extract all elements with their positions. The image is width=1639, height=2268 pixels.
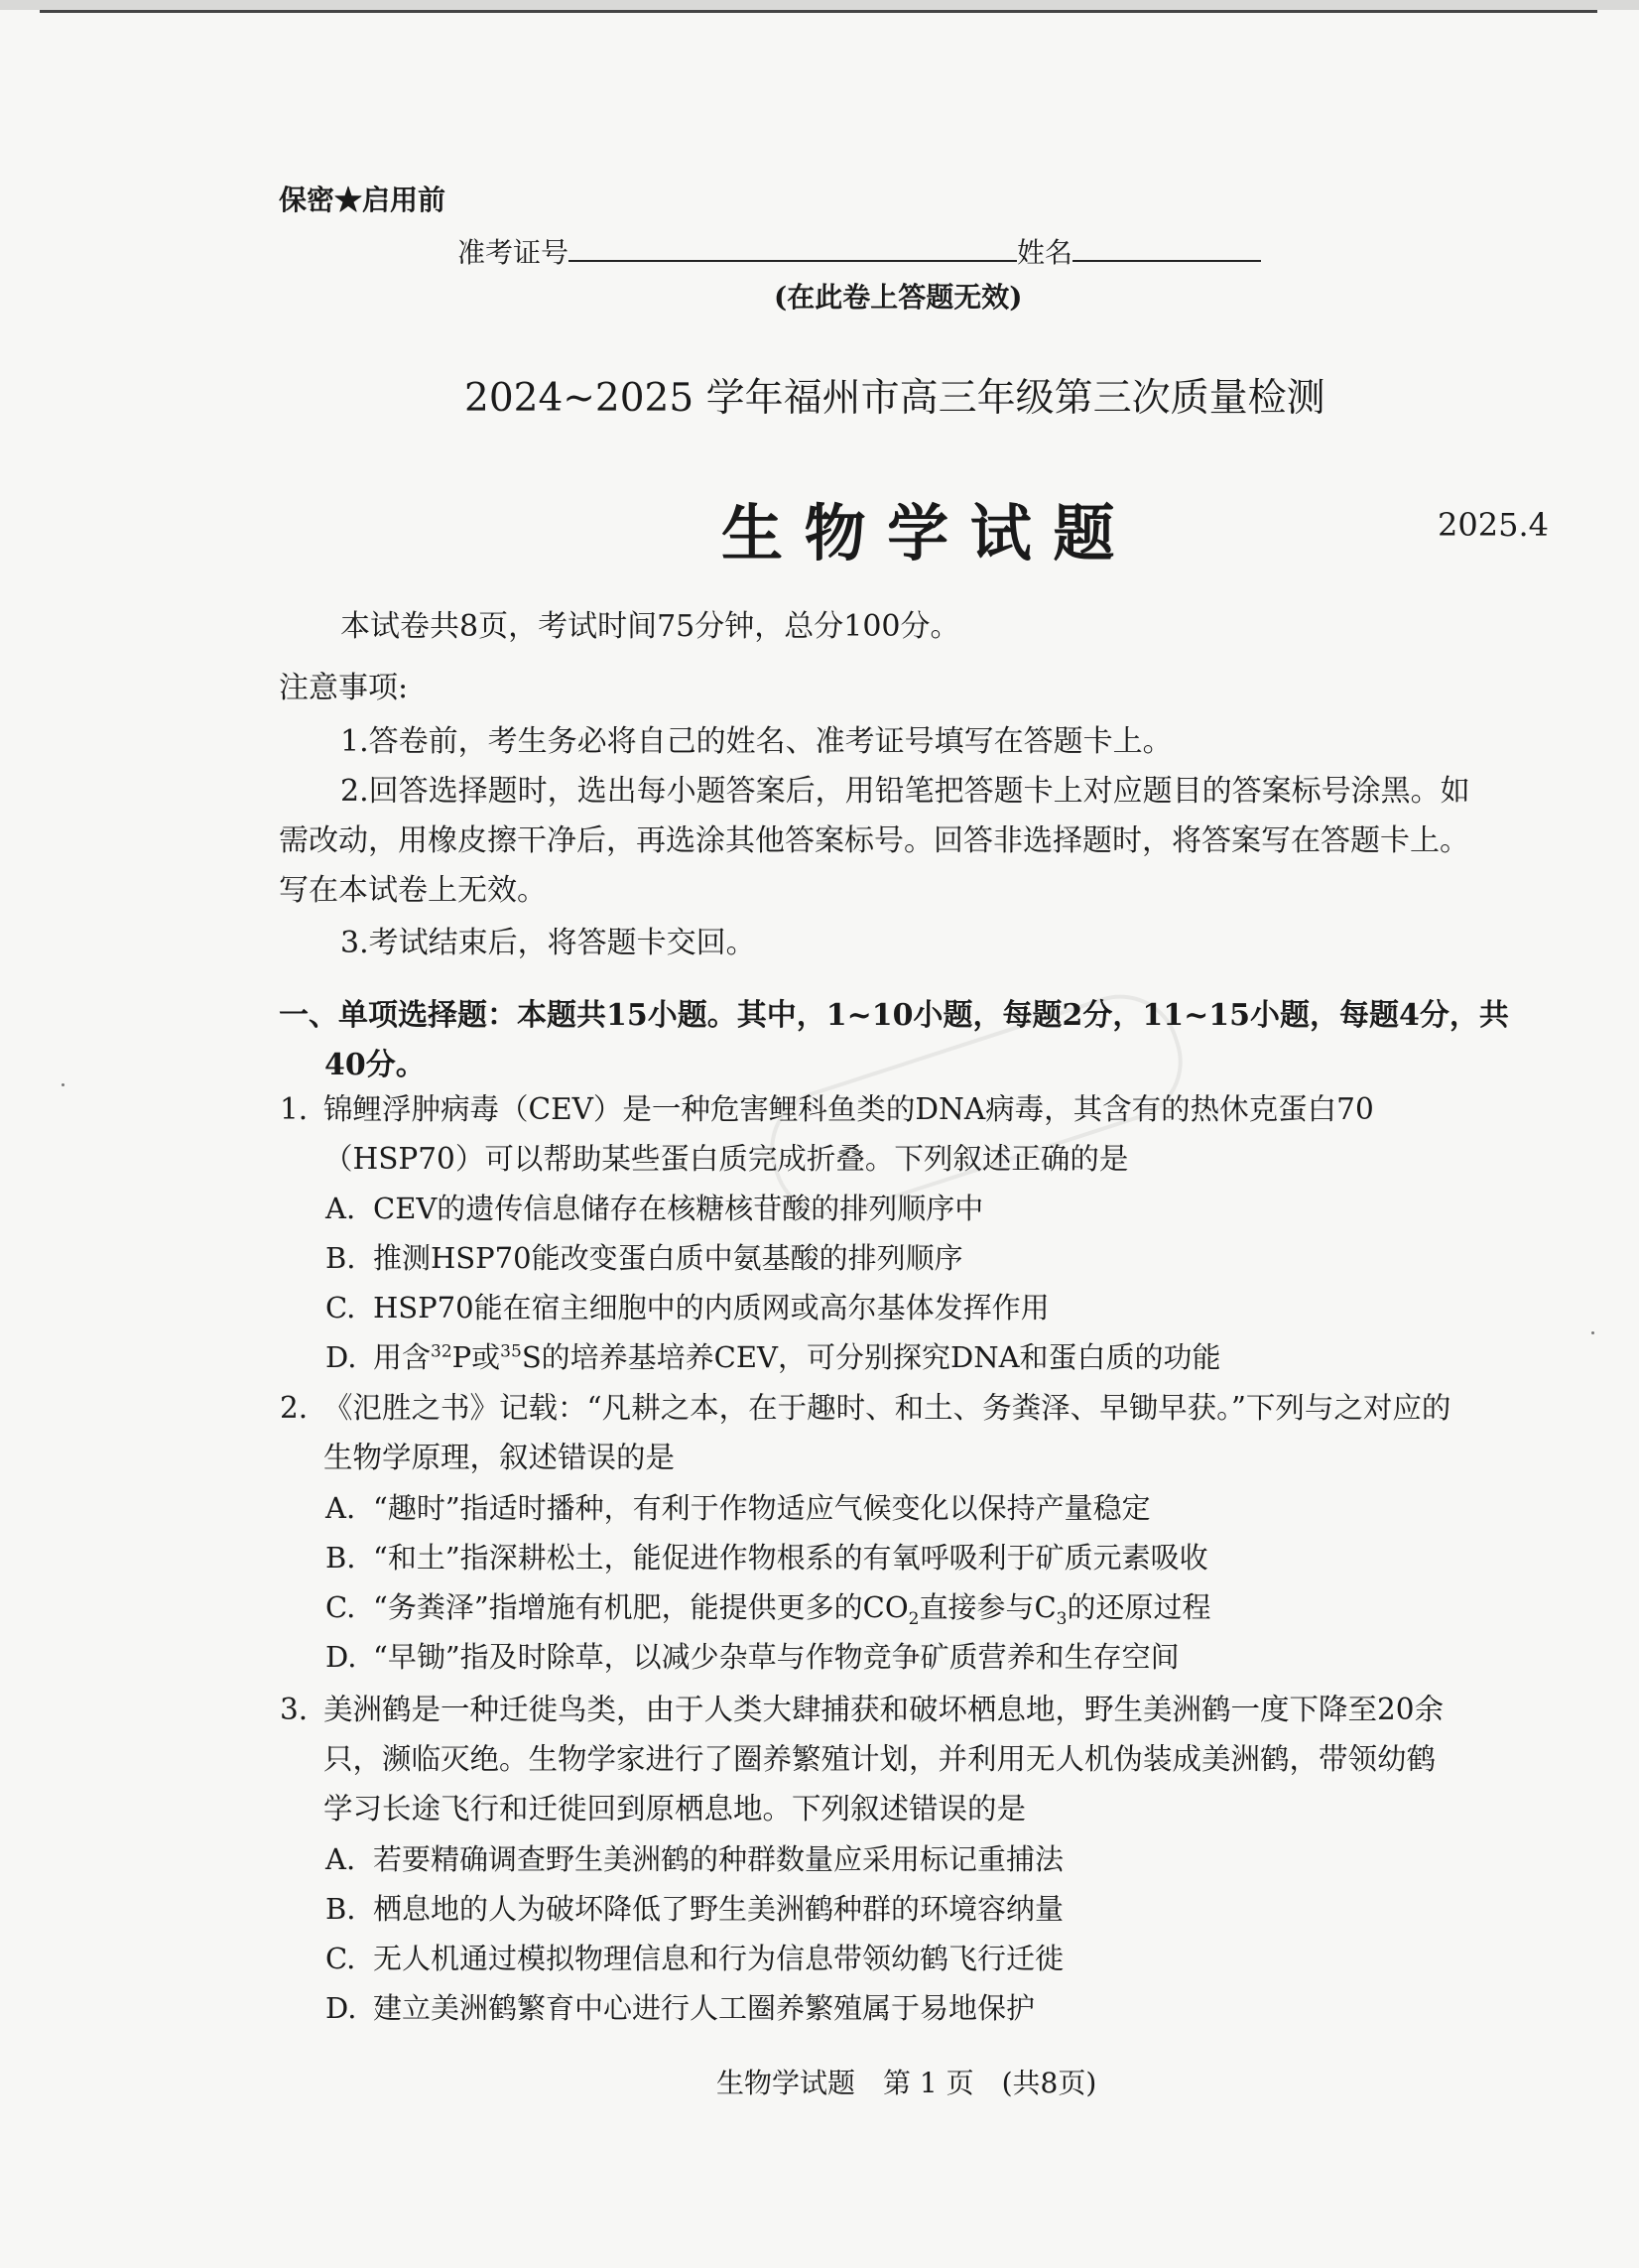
question-2-option-a[interactable]: A. “趣时”指适时播种，有利于作物适应气候变化以保持产量稳定	[325, 1491, 1151, 1525]
exam-id-label: 准考证号	[457, 236, 569, 269]
name-field[interactable]	[1072, 230, 1261, 262]
question-2-option-b[interactable]: B. “和土”指深耕松土，能促进作物根系的有氧呼吸利于矿质元素吸收	[325, 1541, 1208, 1575]
note-item-2-line-1: 2.回答选择题时，选出每小题答案后，用铅笔把答题卡上对应题目的答案标号涂黑。如	[340, 774, 1470, 809]
question-3-option-a[interactable]: A. 若要精确调查野生美洲鹤的种群数量应采用标记重捕法	[325, 1842, 1065, 1876]
question-2-stem-line-1: 2. 《氾胜之书》记载：“凡耕之本，在于趣时、和土、务粪泽、早锄早获。”下列与之对应的	[280, 1391, 1451, 1425]
exam-id-row	[457, 230, 1261, 271]
question-1-option-d[interactable]: D. 用含$^{32}$P或$^{35}$S的培养基培养CEV，可分别探究DNA和蛋白质的功能	[325, 1340, 1221, 1374]
scan-speck	[62, 1083, 64, 1086]
question-3-stem-line-2: 只，濒临灭绝。生物学家进行了圈养繁殖计划，并利用无人机伪装成美洲鹤，带领幼鹤	[323, 1742, 1437, 1776]
question-1-stem-line-1: 1. 锦鲤浮肿病毒（CEV）是一种危害鲤科鱼类的DNA病毒，其含有的热休克蛋白70	[280, 1092, 1374, 1126]
question-2-stem-line-2: 生物学原理，叙述错误的是	[323, 1441, 676, 1474]
question-1-option-a[interactable]: A. CEV的遗传信息储存在核糖核苷酸的排列顺序中	[325, 1192, 984, 1225]
note-item-1: 1.答卷前，考生务必将自己的姓名、准考证号填写在答题卡上。	[340, 724, 1173, 759]
invalid-note: (在此卷上答题无效)	[774, 281, 1023, 314]
question-3-option-d[interactable]: D. 建立美洲鹤繁育中心进行人工圈养繁殖属于易地保护	[325, 1991, 1036, 2025]
intro-text: 本试卷共8页，考试时间75分钟，总分100分。	[340, 609, 960, 644]
scan-edge	[0, 0, 1639, 10]
exam-id-field[interactable]	[568, 230, 1017, 262]
question-3-option-b[interactable]: B. 栖息地的人为破坏降低了野生美洲鹤种群的环境容纳量	[325, 1892, 1065, 1926]
question-2-option-c[interactable]: C. “务粪泽”指增施有机肥，能提供更多的$CO_2$直接参与$C_3$的还原过程	[325, 1590, 1211, 1629]
page-footer: 生物学试题 第 1 页 (共8页)	[716, 2067, 1097, 2099]
question-3-stem-line-3: 学习长途飞行和迁徙回到原栖息地。下列叙述错误的是	[323, 1792, 1027, 1826]
question-1-stem-line-2: （HSP70）可以帮助某些蛋白质完成折叠。下列叙述正确的是	[323, 1142, 1129, 1176]
subject-title: 生 物 学 试 题	[721, 497, 1115, 569]
question-3-number: 3.	[280, 1693, 309, 1726]
section-1-heading-line-1: 一、单项选择题：本题共15小题。其中，1~10小题，每题2分，11~15小题，每题4分，共	[279, 998, 1509, 1033]
note-item-2-line-2: 需改动，用橡皮擦干净后，再选涂其他答案标号。回答非选择题时，将答案写在答题卡上。	[279, 823, 1469, 858]
notes-heading: 注意事项:	[279, 671, 409, 705]
question-3-stem-line-1: 3. 美洲鹤是一种迁徙鸟类，由于人类大肆捕获和破坏栖息地，野生美洲鹤一度下降至20余	[280, 1693, 1445, 1726]
question-2-option-d[interactable]: D. “早锄”指及时除草，以减少杂草与作物竞争矿质营养和生存空间	[325, 1640, 1180, 1674]
note-item-2-line-3: 写在本试卷上无效。	[279, 873, 547, 908]
scan-top-rule	[40, 10, 1597, 13]
scan-speck	[1591, 1331, 1594, 1334]
question-1-option-b[interactable]: B. 推测HSP70能改变蛋白质中氨基酸的排列顺序	[325, 1241, 963, 1275]
secret-label: 保密★启用前	[279, 184, 446, 216]
exam-date: 2025.4	[1438, 506, 1549, 544]
note-item-3: 3.考试结束后，将答题卡交回。	[340, 926, 756, 960]
question-1-option-c[interactable]: C. HSP70能在宿主细胞中的内质网或高尔基体发挥作用	[325, 1291, 1050, 1324]
question-3-option-c[interactable]: C. 无人机通过模拟物理信息和行为信息带领幼鹤飞行迁徙	[325, 1942, 1065, 1975]
name-label: 姓名	[1017, 236, 1073, 269]
section-1-heading-line-2: 40分。	[324, 1048, 426, 1082]
question-1-number: 1.	[280, 1092, 309, 1126]
exam-title: 2024~2025 学年福州市高三年级第三次质量检测	[464, 376, 1325, 421]
question-2-number: 2.	[280, 1391, 309, 1425]
